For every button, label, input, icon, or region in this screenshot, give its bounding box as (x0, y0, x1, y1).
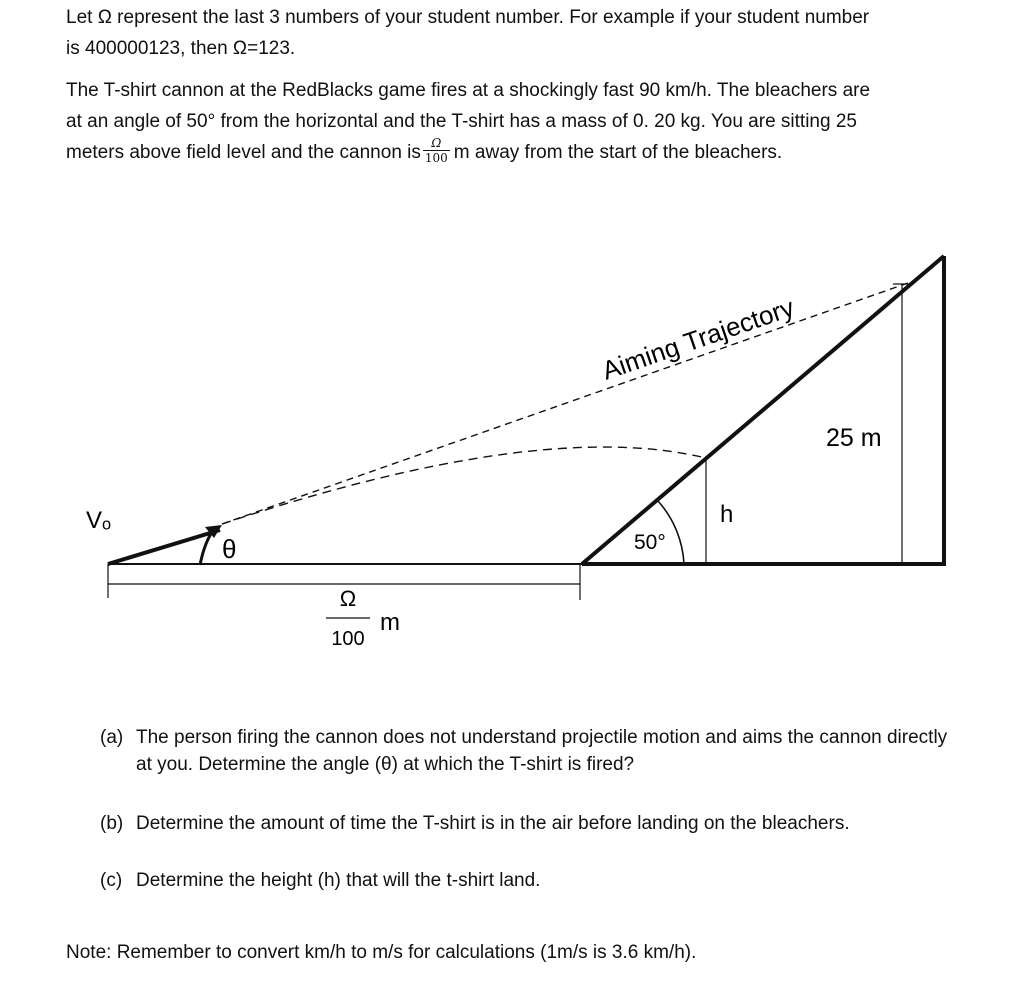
setup-line-1: The T-shirt cannon at the RedBlacks game fires at a shockingly fast 90 km/h. The bleachers are (66, 80, 871, 101)
actual-trajectory-curve (222, 447, 706, 524)
bleacher-angle-label: 50° (634, 531, 666, 554)
question-b (100, 810, 980, 837)
landing-height-label: h (720, 501, 734, 528)
conversion-note: Note: Remember to convert km/h to m/s for calculations (1m/s is 3.6 km/h). (66, 942, 697, 963)
fraction-numerator: Ω (423, 136, 450, 151)
intro-line-2: is 400000123, then Ω=123. (66, 38, 296, 59)
theta-label: θ (222, 534, 237, 564)
distance-fraction-numerator: Ω (339, 586, 357, 611)
question-a (100, 724, 980, 778)
question-c-label: (c) (100, 870, 123, 891)
setup-line-3-before: meters above field level and the cannon is (66, 142, 421, 163)
initial-velocity-label: Vₒ (86, 507, 112, 534)
aiming-trajectory-line (222, 283, 908, 524)
question-c-text: Determine the height (h) that will the t-shirt land. (136, 870, 541, 891)
fraction-denominator: 100 (424, 151, 448, 166)
question-b-text: Determine the amount of time the T-shirt is in the air before landing on the bleachers. (136, 813, 850, 834)
question-c (100, 867, 980, 894)
intro-line-1: Let Ω represent the last 3 numbers of your student number. For example if your student number (66, 7, 870, 28)
cannon-barrel (108, 530, 220, 564)
question-a-text: The person firing the cannon does not understand projectile motion and aims the cannon directly at you. Determine the angle (θ) at which the T-shirt is fired? (136, 727, 948, 775)
seat-height-label: 25 m (826, 424, 882, 452)
question-a-label: (a) (100, 727, 124, 748)
distance-unit-label: m (380, 609, 400, 636)
distance-fraction-denominator: 100 (331, 628, 365, 650)
setup-line-3-after: m away from the start of the bleachers. (453, 142, 783, 163)
setup-line-2: at an angle of 50° from the horizontal and the T-shirt has a mass of 0. 20 kg. You are sitting 25 (66, 111, 857, 132)
aiming-trajectory-label: Aiming Trajectory (598, 291, 798, 386)
question-b-label: (b) (100, 813, 124, 834)
